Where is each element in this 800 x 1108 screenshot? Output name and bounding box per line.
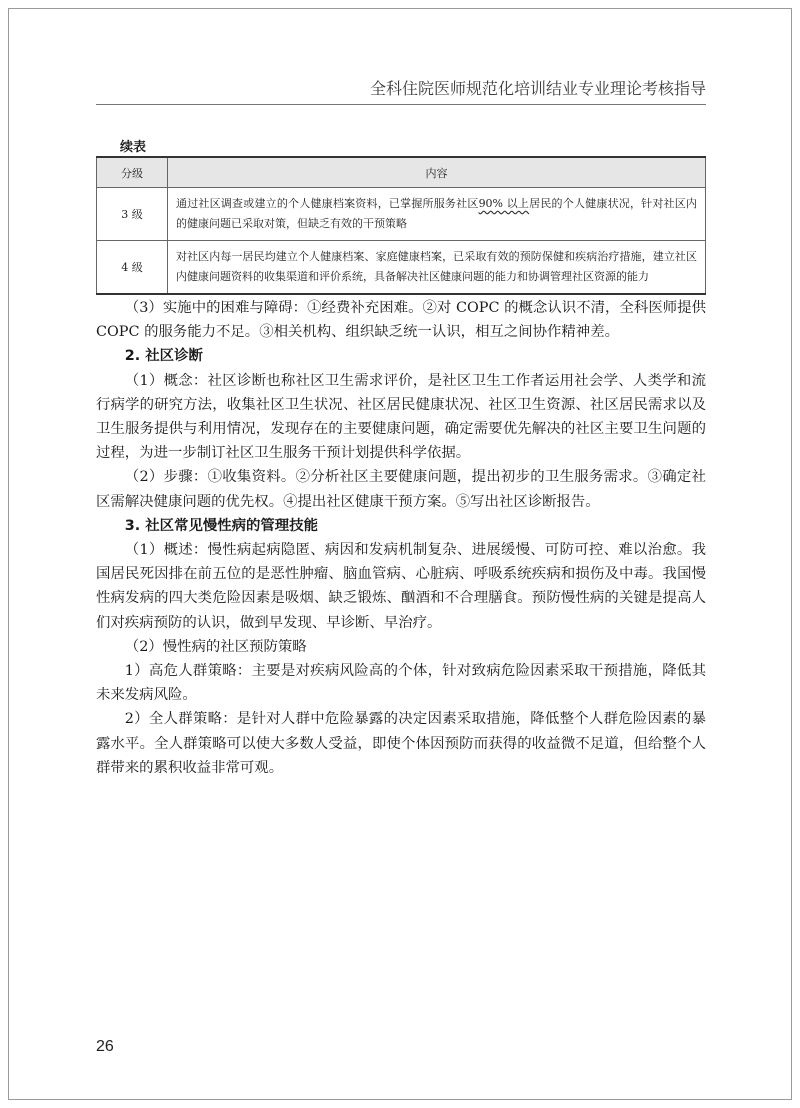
paragraph-population-strategy: 2）全人群策略：是针对人群中危险暴露的决定因素采取措施，降低整个人群危险因素的暴露水平。全人群策略可以使大多数人受益，即使个体因预防而获得的收益微不足道，但给整个人群带来的累积收益非常可观。 (96, 711, 706, 776)
table-row (97, 241, 706, 295)
paragraph-concept: （1）概念：社区诊断也称社区卫生需求评价，是社区卫生工作者运用社会学、人类学和流行病学的研究方法，收集社区卫生状况、社区居民健康状况、社区卫生资源、社区居民需求以及卫生服务提供与利用情况，发现存在的主要健康问题，确定需要优先解决的社区主要卫生问题的过程，为进一步制订社区卫生服务干预计划提供科学依据。 (96, 372, 706, 462)
row-content: 对社区内每一居民均建立个人健康档案、家庭健康档案，已采取有效的预防保健和疾病治疗措施，建立社区内健康问题资料的收集渠道和评价系统，具备解决社区健康问题的能力和协调管理社区资源的能力 (168, 241, 706, 295)
heading-community-diagnosis: 2. 社区诊断 (124, 348, 203, 365)
running-header-title: 全科住院医师规范化培训结业专业理论考核指导 (369, 79, 706, 98)
table-row (97, 188, 706, 241)
paragraph-steps: （2）步骤：①收集资料。②分析社区主要健康问题，提出初步的卫生服务需求。③确定社区需解决健康问题的优先权。④提出社区健康干预方案。⑤写出社区诊断报告。 (96, 469, 706, 510)
table-caption: 续表 (120, 140, 147, 155)
column-header-level: 分级 (97, 157, 168, 188)
emphasized-percentage: 90% 以上 (478, 197, 530, 210)
row-content (168, 188, 706, 241)
grade-table (96, 156, 706, 295)
paragraph-overview: （1）概述：慢性病起病隐匿、病因和发病机制复杂、进展缓慢、可防可控、难以治愈。我国居民死因排在前五位的是恶性肿瘤、脑血管病、心脏病、呼吸系统疾病和损伤及中毒。我国慢性病发病的四大类危险因素是吸烟、缺乏锻炼、酗酒和不合理膳食。预防慢性病的关键是提高人们对疾病预防的认识，做到早发现、早诊断、早治疗。 (96, 542, 706, 631)
paragraph-copc-difficulties: （3）实施中的困难与障碍：①经费补充困难。②对 COPC 的概念认识不清，全科医师提供 COPC 的服务能力不足。③相关机构、组织缺乏统一认识，相互之间协作精神差。 (96, 300, 706, 341)
row-level: 3 级 (97, 188, 168, 241)
page-number: 26 (96, 1038, 114, 1055)
row-level: 4 级 (97, 241, 168, 295)
heading-chronic-disease: 3. 社区常见慢性病的管理技能 (124, 517, 318, 534)
paragraph-high-risk-strategy: 1）高危人群策略：主要是对疾病风险高的个体，针对致病危险因素采取干预措施，降低其未来发病风险。 (96, 663, 706, 704)
header-rule (96, 104, 706, 105)
body-text (96, 296, 706, 780)
column-header-content: 内容 (168, 157, 706, 188)
content-text: 居民的个人健康状况，针对社区内的健康问题已采取对策，但缺乏有效的干预策略 (176, 197, 698, 230)
content-text: 通过社区调查或建立的个人健康档案资料，已掌握所服务社区 (176, 197, 479, 210)
paragraph-strategy-title: （2）慢性病的社区预防策略 (124, 638, 307, 655)
